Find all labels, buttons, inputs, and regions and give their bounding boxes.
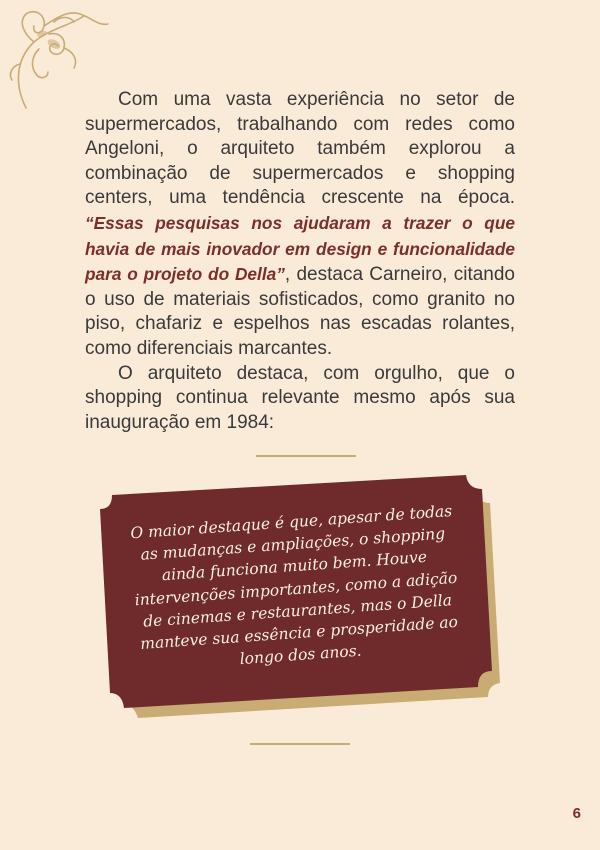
paragraph-1 xyxy=(85,88,515,362)
paragraph-1-end: , destaca Carneiro, citando o uso de materiais sofisticados, como granito no piso, chafariz e espelhos nas escadas rolantes, como diferenciais marcantes. xyxy=(85,264,515,359)
divider-bottom xyxy=(250,743,350,745)
paragraph-1-text: Com uma vasta experiência no setor de supermercados, trabalhando com redes como Angeloni, o arquiteto também explorou a combinação de supermercados e shopping centers, uma tendência crescente na época. xyxy=(85,89,515,209)
article-body xyxy=(85,88,515,435)
page-number: 6 xyxy=(572,805,581,822)
pull-quote-text: O maior destaque é que, apesar de todas as mudanças e ampliações, o shopping ainda funciona muito bem. Houve intervenções importantes, como a adição de cinemas e restaurantes, mas o Della manteve sua essência e prosperidade ao longo dos anos. xyxy=(129,501,459,669)
divider-top xyxy=(256,455,356,457)
pull-quote-card xyxy=(98,473,500,718)
inline-quote: “Essas pesquisas nos ajudaram a trazer o que havia de mais inovador em design e funcionalidade para o projeto do Della” xyxy=(85,212,515,285)
paragraph-2: O arquiteto destaca, com orgulho, que o shopping continua relevante mesmo após sua inauguração em 1984: xyxy=(85,362,515,433)
